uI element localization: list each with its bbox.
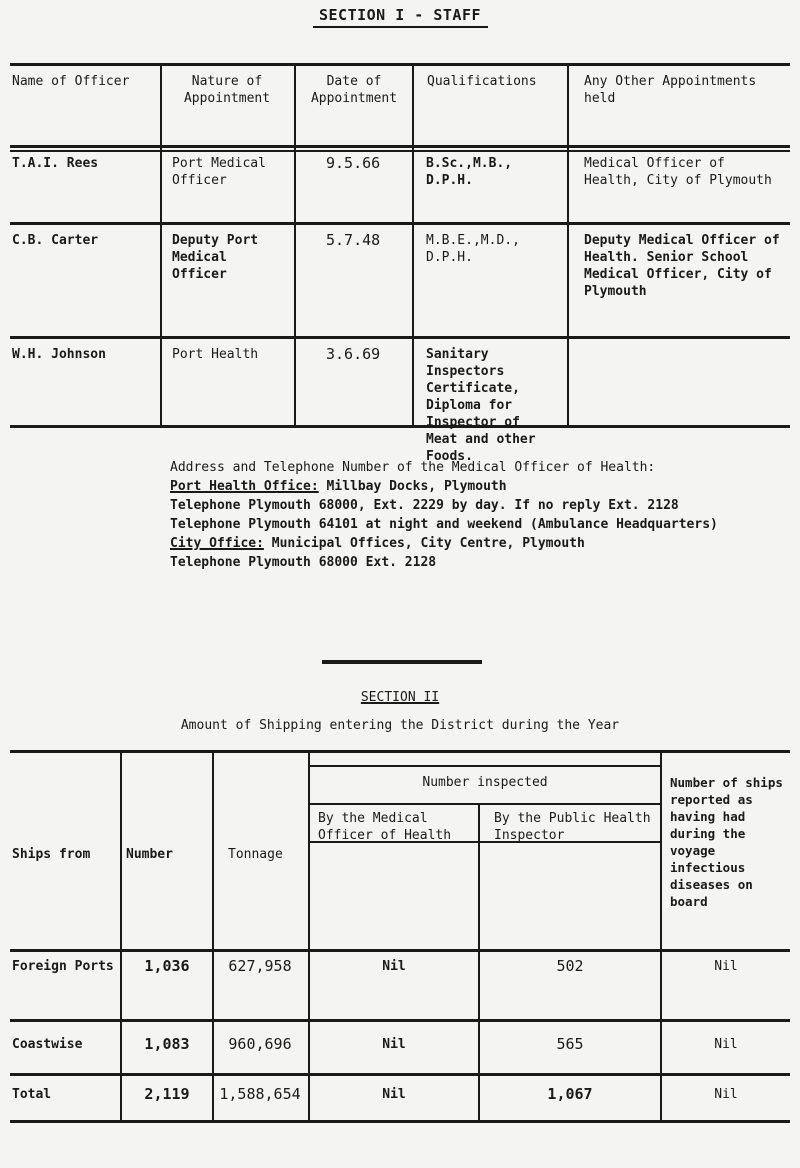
- rule: [308, 765, 660, 767]
- telephone-city: Telephone Plymouth 68000 Ext. 2128: [170, 555, 437, 570]
- title-underline: [313, 26, 488, 28]
- row-by-mo: Nil: [382, 1037, 406, 1052]
- row-tonnage: 960,696: [228, 1035, 292, 1053]
- row-ships-from: Coastwise: [12, 1037, 83, 1052]
- staff-date: 3.6.69: [326, 345, 381, 363]
- rule: [10, 1019, 790, 1022]
- header-other: Any Other Appointments held: [584, 74, 757, 106]
- port-office-label: Port Health Office:: [170, 479, 319, 494]
- rule: [10, 150, 790, 152]
- rule: [10, 750, 790, 753]
- rule: [660, 750, 662, 1122]
- rule: [120, 750, 122, 1122]
- row-reported: Nil: [714, 959, 738, 974]
- rule: [10, 1120, 790, 1123]
- rule: [412, 63, 414, 427]
- row-reported: Nil: [714, 1087, 738, 1102]
- rule: [10, 1073, 790, 1076]
- telephone-night: Telephone Plymouth 64101 at night and weekend (Ambulance Headquarters): [170, 517, 718, 532]
- row-ships-from: Foreign Ports: [12, 959, 114, 974]
- rule: [10, 336, 790, 339]
- rule: [10, 63, 790, 66]
- row-number: 2,119: [144, 1085, 190, 1103]
- rule: [308, 803, 660, 805]
- row-number: 1,083: [144, 1035, 190, 1053]
- section-1-title: SECTION I - STAFF: [318, 6, 482, 24]
- rule: [308, 750, 310, 1122]
- rule: [567, 63, 569, 427]
- header-by-public-health-inspector: By the Public Health Inspector: [494, 811, 651, 843]
- staff-name: T.A.I. Rees: [12, 156, 99, 171]
- staff-other: Deputy Medical Officer of Health. Senior School Medical Officer, City of Plymouth: [584, 233, 780, 299]
- telephone-day: Telephone Plymouth 68000, Ext. 2229 by day. If no reply Ext. 2128: [170, 498, 679, 513]
- rule: [10, 145, 790, 148]
- rule: [10, 222, 790, 225]
- header-by-medical-officer: By the Medical Officer of Health: [318, 811, 452, 843]
- staff-other: Medical Officer of Health, City of Plymouth: [584, 156, 772, 188]
- city-office-label: City Office:: [170, 536, 264, 551]
- row-by-phi: 1,067: [547, 1085, 593, 1103]
- header-ships-reported: Number of ships reported as having had during the voyage infectious diseases on board: [670, 775, 783, 909]
- header-qualifications: Qualifications: [427, 74, 537, 89]
- city-office-value: Municipal Offices, City Centre, Plymouth: [271, 536, 585, 551]
- rule: [212, 750, 214, 1122]
- row-ships-from: Total: [12, 1087, 52, 1102]
- address-heading: Address and Telephone Number of the Medical Officer of Health:: [170, 460, 656, 475]
- row-number: 1,036: [144, 957, 190, 975]
- staff-nature: Deputy Port Medical Officer: [172, 233, 259, 282]
- port-office-value: Millbay Docks, Plymouth: [326, 479, 507, 494]
- header-number: Number: [126, 847, 173, 862]
- staff-qualifications: B.Sc.,M.B., D.P.H.: [426, 156, 513, 188]
- section-divider: [322, 660, 482, 664]
- rule: [10, 425, 790, 428]
- header-nature: Nature of Appointment: [183, 74, 271, 106]
- rule: [10, 949, 790, 952]
- staff-date: 9.5.66: [326, 154, 381, 172]
- staff-date: 5.7.48: [326, 231, 381, 249]
- row-reported: Nil: [714, 1037, 738, 1052]
- row-tonnage: 1,588,654: [219, 1085, 301, 1103]
- row-by-phi: 502: [556, 957, 584, 975]
- row-by-phi: 565: [556, 1035, 584, 1053]
- staff-nature: Port Medical Officer: [172, 156, 266, 188]
- section-2-subtitle: Amount of Shipping entering the District during the Year: [180, 718, 620, 733]
- row-tonnage: 627,958: [228, 957, 292, 975]
- header-name: Name of Officer: [12, 74, 130, 89]
- rule: [160, 63, 162, 427]
- rule: [294, 63, 296, 427]
- header-ships-from: Ships from: [12, 847, 91, 862]
- staff-name: C.B. Carter: [12, 233, 99, 248]
- header-number-inspected: Number inspected: [422, 775, 548, 790]
- header-date: Date of Appointment: [310, 74, 398, 106]
- port-office-line: [170, 478, 507, 496]
- section-2-title-text: SECTION II: [360, 690, 440, 705]
- staff-nature: Port Health: [172, 347, 259, 362]
- header-tonnage: Tonnage: [228, 847, 283, 862]
- row-by-mo: Nil: [382, 959, 406, 974]
- section-2-title: [0, 690, 800, 705]
- staff-qualifications: M.B.E.,M.D., D.P.H.: [426, 233, 520, 265]
- row-by-mo: Nil: [382, 1087, 406, 1102]
- staff-name: W.H. Johnson: [12, 347, 106, 362]
- city-office-line: [170, 535, 585, 553]
- staff-qualifications: Sanitary Inspectors Certificate, Diploma for Inspector of Meat and other Foods.: [426, 347, 536, 464]
